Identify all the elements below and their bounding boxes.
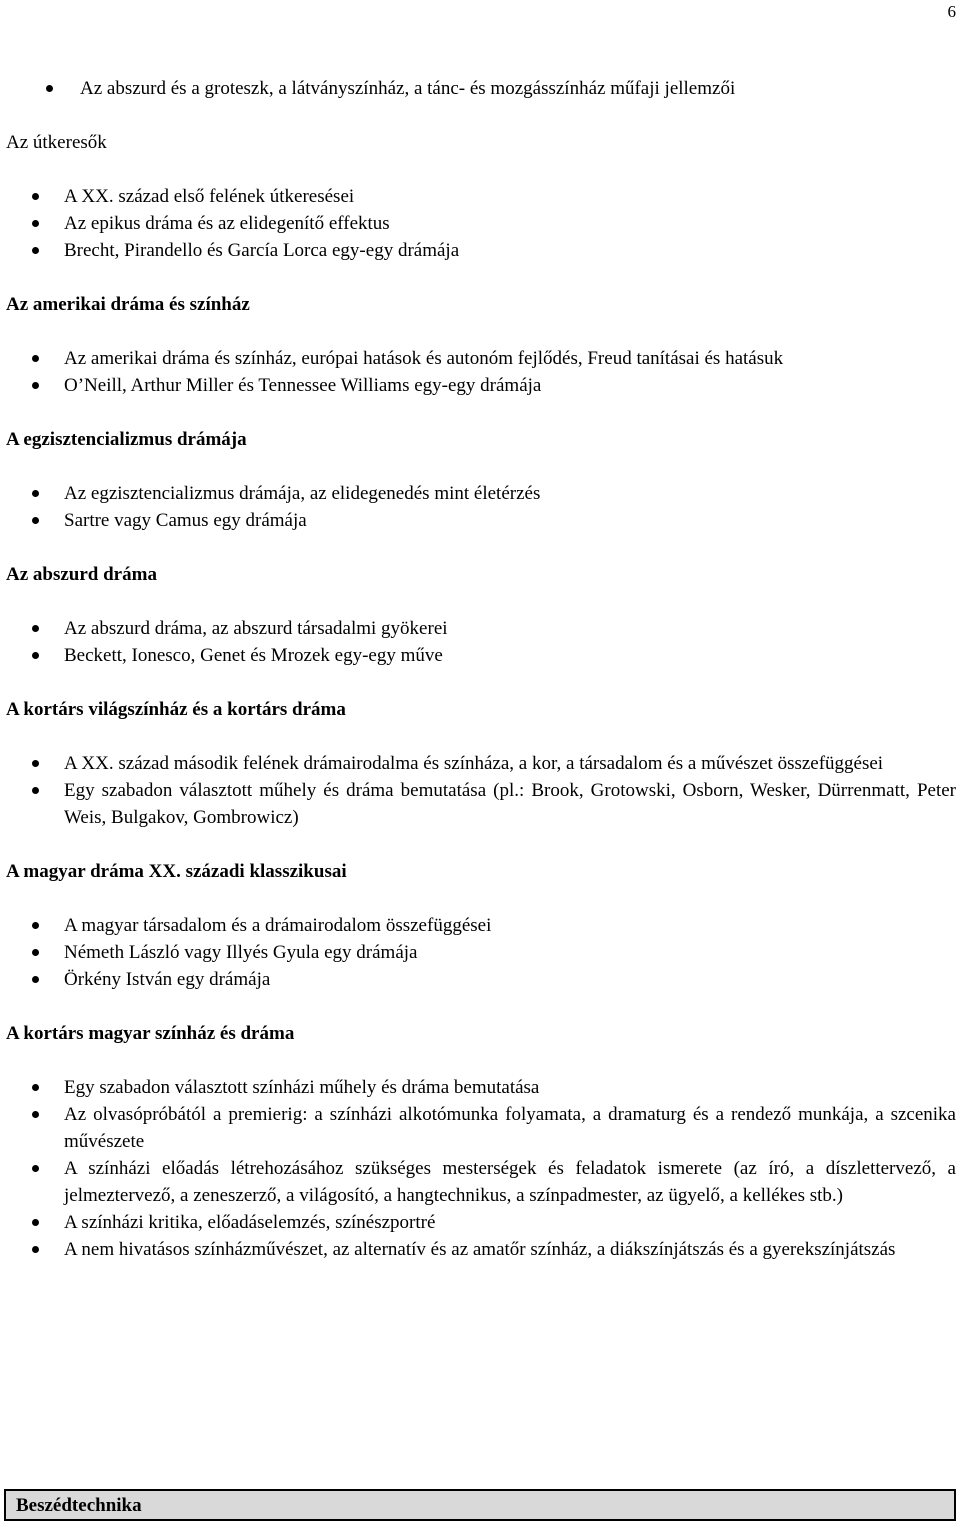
list-item: A színházi előadás létrehozásához szükséges mesterségek és feladatok ismerete (az író, a díszlettervező, a jelmeztervező, a zeneszerző, a világosító, a hangtechnikus, a színpadmester, az ügyelő, a kellékes stb.) [6, 1155, 956, 1209]
list-item: A XX. század második felének drámairodalma és színháza, a kor, a társadalom és a művészet összefüggései [6, 750, 956, 777]
section-heading: Az abszurd dráma [6, 564, 157, 585]
bullet-list [6, 183, 956, 264]
list-item: A magyar társadalom és a drámairodalom összefüggései [6, 912, 956, 939]
document-body [6, 75, 956, 1263]
intro-bullet-list [6, 75, 956, 102]
list-item: A nem hivatásos színházművészet, az alternatív és az amatőr színház, a diákszínjátszás és a gyerekszínjátszás [6, 1236, 956, 1263]
list-item: Az olvasópróbától a premierig: a színházi alkotómunka folyamata, a dramaturg és a rendező munkája, a szcenika művészete [6, 1101, 956, 1155]
list-item: Brecht, Pirandello és García Lorca egy-egy drámája [6, 237, 956, 264]
bullet-list [6, 750, 956, 831]
section-heading: A magyar dráma XX. századi klasszikusai [6, 861, 347, 882]
list-item: Sartre vagy Camus egy drámája [6, 507, 956, 534]
section-heading: A kortárs magyar színház és dráma [6, 1023, 295, 1044]
bullet-list [6, 1074, 956, 1263]
bullet-list [6, 345, 956, 399]
list-item: Az abszurd és a groteszk, a látványszínház, a tánc- és mozgásszínház műfaji jellemzői [6, 75, 956, 102]
list-item: Az amerikai dráma és színház, európai hatások és autonóm fejlődés, Freud tanításai és hatásuk [6, 345, 956, 372]
bullet-list [6, 615, 956, 669]
section-heading: A egzisztencializmus drámája [6, 429, 247, 450]
list-item: Egy szabadon választott színházi műhely és dráma bemutatása [6, 1074, 956, 1101]
section-heading: Az útkeresők [6, 132, 107, 153]
list-item: A XX. század első felének útkeresései [6, 183, 956, 210]
section-heading: Az amerikai dráma és színház [6, 294, 250, 315]
section-box-beszedtechnika [4, 1489, 956, 1521]
list-item: Beckett, Ionesco, Genet és Mrozek egy-egy műve [6, 642, 956, 669]
list-item: Németh László vagy Illyés Gyula egy drámája [6, 939, 956, 966]
list-item: Egy szabadon választott műhely és dráma bemutatása (pl.: Brook, Grotowski, Osborn, Wesker, Dürrenmatt, Peter Weis, Bulgakov, Gombrowicz) [6, 777, 956, 831]
list-item: Az egzisztencializmus drámája, az elidegenedés mint életérzés [6, 480, 956, 507]
sections-container [6, 129, 956, 1263]
section-heading: A kortárs világszínház és a kortárs dráma [6, 699, 346, 720]
section-box-title: Beszédtechnika [16, 1495, 142, 1516]
list-item: Az epikus dráma és az elidegenítő effektus [6, 210, 956, 237]
bullet-list [6, 912, 956, 993]
list-item: A színházi kritika, előadáselemzés, színészportré [6, 1209, 956, 1236]
page-number: 6 [947, 2, 956, 21]
bullet-list [6, 480, 956, 534]
list-item: Az abszurd dráma, az abszurd társadalmi gyökerei [6, 615, 956, 642]
list-item: O’Neill, Arthur Miller és Tennessee Williams egy-egy drámája [6, 372, 956, 399]
list-item: Örkény István egy drámája [6, 966, 956, 993]
